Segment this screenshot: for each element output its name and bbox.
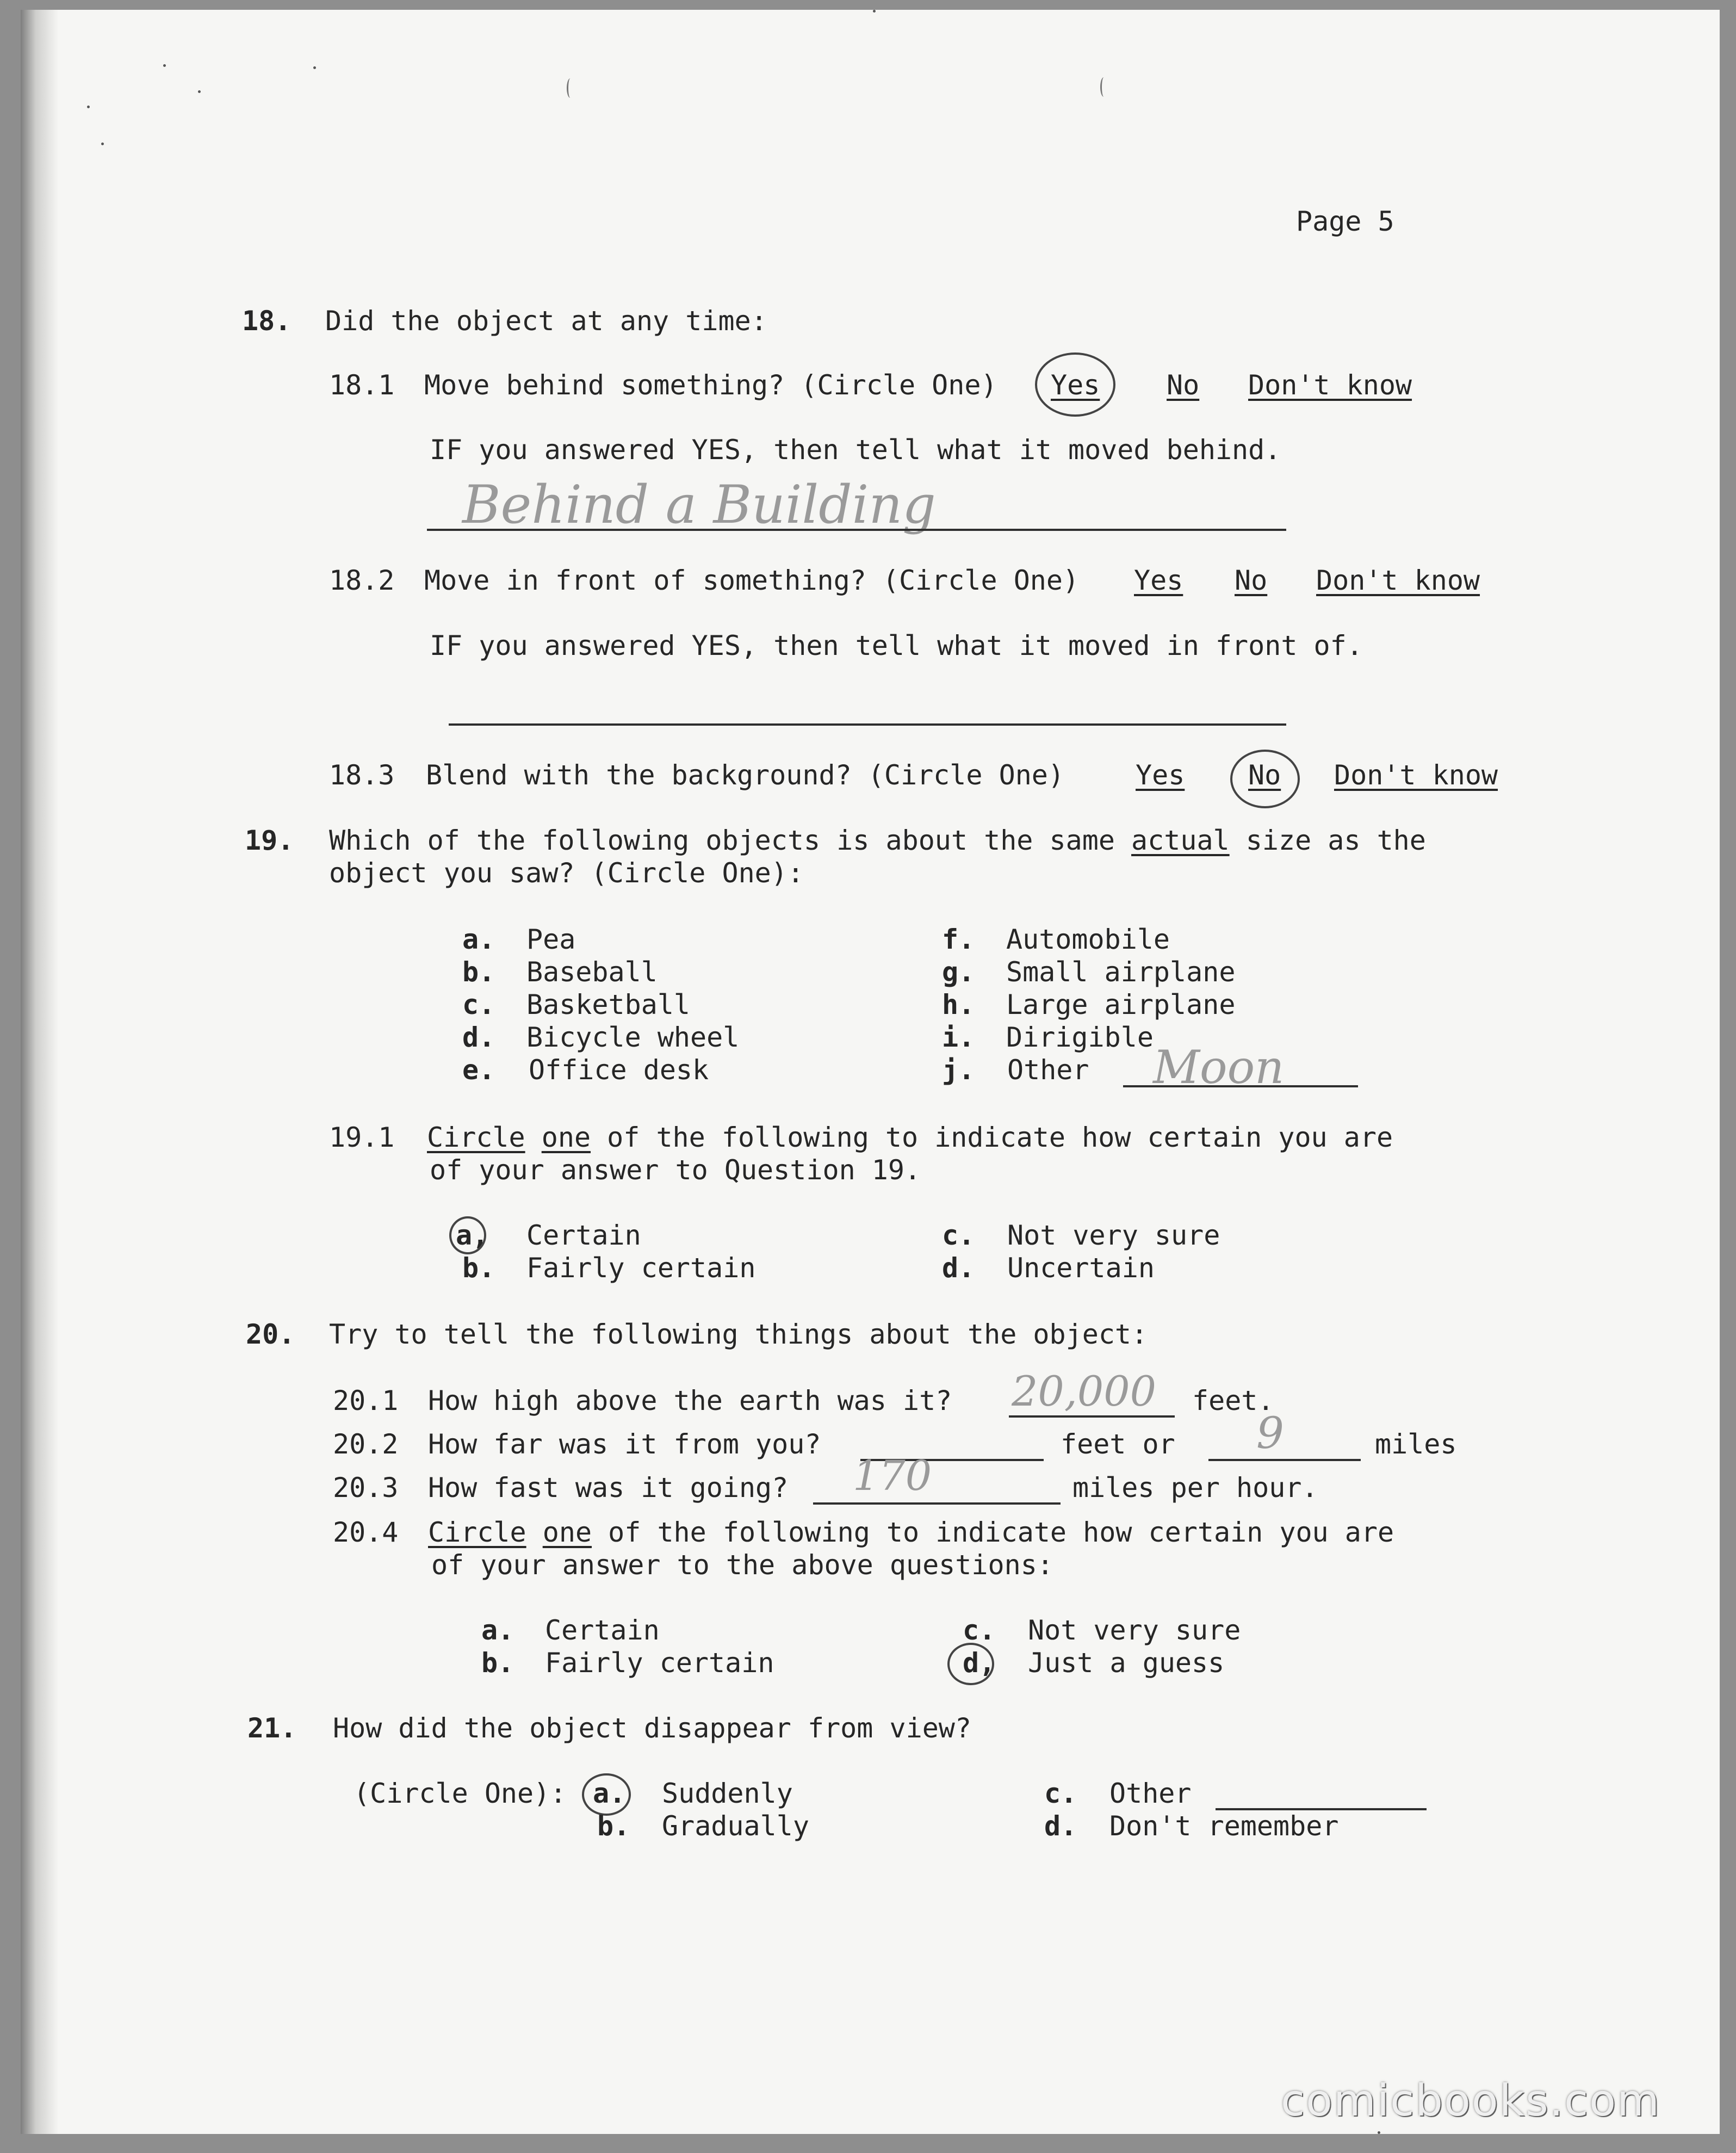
q20-4-option-b-letter: b.	[481, 1647, 514, 1679]
q18-2-no-option[interactable]: No	[1235, 565, 1268, 596]
punch-mark	[1100, 77, 1107, 97]
q20-4-option-d-letter: d,	[963, 1647, 996, 1679]
q20-2-number: 20.2	[333, 1428, 399, 1460]
q18-1-followup: IF you answered YES, then tell what it moved behind.	[430, 434, 1281, 466]
q18-1-handwritten-answer: Behind a Building	[462, 474, 936, 535]
q19-option-e-letter: e.	[462, 1054, 495, 1086]
q18-3-dont-know-option[interactable]: Don't know	[1334, 759, 1498, 791]
q21-option-a-label[interactable]: Suddenly	[662, 1778, 793, 1809]
q20-3-number: 20.3	[333, 1472, 399, 1504]
q20-1-number: 20.1	[333, 1385, 399, 1416]
q21-option-c-label[interactable]: Other	[1109, 1778, 1192, 1809]
q20-4-option-c-label[interactable]: Not very sure	[1028, 1614, 1241, 1646]
q18-1-text: Move behind something? (Circle One)	[424, 369, 997, 401]
q20-1-answer-line	[1009, 1415, 1175, 1418]
q18-1-no-option[interactable]: No	[1167, 369, 1200, 401]
q19-option-b-label[interactable]: Baseball	[526, 956, 658, 988]
q20-2-unit-feet: feet or	[1061, 1428, 1175, 1460]
q21-option-b-letter: b.	[597, 1810, 630, 1842]
q20-4-option-a-letter: a.	[481, 1614, 514, 1646]
q20-4-number: 20.4	[333, 1517, 399, 1548]
q20-3-text: How fast was it going?	[428, 1472, 789, 1504]
q21-option-d-letter: d.	[1044, 1810, 1077, 1842]
speck	[313, 66, 316, 69]
punch-mark	[567, 78, 574, 98]
speck	[163, 64, 166, 67]
q19-1-option-d-letter: d.	[942, 1252, 975, 1284]
q19-option-e-label[interactable]: Office desk	[529, 1054, 709, 1086]
q18-2-text: Move in front of something? (Circle One)	[424, 565, 1080, 596]
watermark-logo: comicbooks.com	[1281, 2075, 1661, 2126]
q20-1-unit: feet.	[1192, 1385, 1274, 1416]
page-number: Page 5	[1296, 206, 1394, 237]
q19-option-a-letter: a.	[462, 924, 495, 955]
speck	[1378, 2131, 1380, 2134]
q21-lead: (Circle One):	[354, 1778, 567, 1809]
q20-2-text: How far was it from you?	[428, 1428, 821, 1460]
q20-4-option-c-letter: c.	[963, 1614, 996, 1646]
q21-number: 21.	[247, 1712, 297, 1744]
q19-option-f-letter: f.	[942, 924, 975, 955]
speck	[873, 10, 876, 13]
q18-text: Did the object at any time:	[325, 305, 767, 337]
q20-3-unit: miles per hour.	[1072, 1472, 1318, 1504]
q18-2-answer-line	[449, 723, 1286, 726]
q21-option-a-letter: a.	[593, 1778, 626, 1809]
q20-1-handwritten-answer: 20,000	[1012, 1367, 1156, 1415]
answer-circle-mark	[449, 1216, 489, 1254]
q19-text-line2: object you saw? (Circle One):	[329, 857, 804, 889]
q19-1-option-c-letter: c.	[942, 1220, 975, 1251]
q18-3-yes-option[interactable]: Yes	[1136, 759, 1185, 791]
q21-option-b-label[interactable]: Gradually	[662, 1810, 809, 1842]
q20-4-option-b-label[interactable]: Fairly certain	[545, 1647, 774, 1679]
q19-1-option-a-label[interactable]: Certain	[526, 1220, 641, 1251]
q18-2-yes-option[interactable]: Yes	[1134, 565, 1183, 596]
speck	[101, 143, 104, 145]
q19-text-line1: Which of the following objects is about the same actual size as the	[329, 825, 1426, 856]
q20-3-handwritten-answer: 170	[853, 1451, 932, 1500]
q19-number: 19.	[245, 825, 294, 856]
q19-option-g-label[interactable]: Small airplane	[1006, 956, 1236, 988]
q19-option-j-letter: j.	[942, 1054, 975, 1086]
q19-option-h-letter: h.	[942, 989, 975, 1020]
q19-option-d-letter: d.	[462, 1022, 495, 1053]
q19-option-j-label[interactable]: Other	[1007, 1054, 1089, 1086]
q19-option-i-label[interactable]: Dirigible	[1006, 1022, 1154, 1053]
q20-4-text-line1: Circle one of the following to indicate how certain you are	[428, 1517, 1394, 1548]
q19-option-i-letter: i.	[942, 1022, 975, 1053]
answer-circle-mark	[1230, 750, 1300, 808]
q20-text: Try to tell the following things about the object:	[329, 1319, 1148, 1350]
speck	[87, 106, 90, 108]
q18-2-followup: IF you answered YES, then tell what it moved in front of.	[430, 630, 1363, 661]
q19-option-g-letter: g.	[942, 956, 975, 988]
q20-4-text-line2: of your answer to the above questions:	[431, 1549, 1053, 1581]
q18-1-dont-know-option[interactable]: Don't know	[1248, 369, 1412, 401]
q19-option-a-label[interactable]: Pea	[526, 924, 576, 955]
page-fold-shadow	[21, 10, 59, 2134]
q21-text: How did the object disappear from view?	[333, 1712, 971, 1744]
q19-option-h-label[interactable]: Large airplane	[1006, 989, 1236, 1020]
q19-1-number: 19.1	[329, 1122, 395, 1153]
q21-option-c-letter: c.	[1044, 1778, 1077, 1809]
answer-circle-mark	[582, 1773, 631, 1816]
q20-4-option-d-label[interactable]: Just a guess	[1028, 1647, 1225, 1679]
q19-option-d-label[interactable]: Bicycle wheel	[526, 1022, 740, 1053]
q20-3-answer-line	[813, 1502, 1061, 1505]
q19-1-option-b-letter: b.	[462, 1252, 495, 1284]
q20-4-option-a-label[interactable]: Certain	[545, 1614, 660, 1646]
q18-number: 18.	[242, 305, 292, 337]
q20-number: 20.	[246, 1319, 295, 1350]
q20-2-miles-answer-line	[1208, 1459, 1361, 1461]
q19-option-c-label[interactable]: Basketball	[526, 989, 691, 1020]
answer-circle-mark	[1035, 352, 1115, 417]
speck	[198, 90, 201, 93]
answer-circle-mark	[947, 1643, 994, 1685]
q20-2-unit-miles: miles	[1375, 1428, 1457, 1460]
q20-2-handwritten-answer: 9	[1256, 1408, 1284, 1458]
q18-1-yes-option[interactable]: Yes	[1051, 369, 1100, 401]
q18-1-answer-line	[427, 529, 1286, 531]
q19-1-option-b-label[interactable]: Fairly certain	[526, 1252, 756, 1284]
q19-option-b-letter: b.	[462, 956, 495, 988]
q20-1-text: How high above the earth was it?	[428, 1385, 952, 1416]
q18-2-dont-know-option[interactable]: Don't know	[1316, 565, 1480, 596]
q19-1-option-c-label[interactable]: Not very sure	[1007, 1220, 1220, 1251]
q19-option-f-label[interactable]: Automobile	[1006, 924, 1170, 955]
q19-other-handwritten-answer: Moon	[1153, 1041, 1285, 1094]
q21-option-d-label[interactable]: Don't remember	[1109, 1810, 1339, 1842]
q19-1-text-line2: of your answer to Question 19.	[430, 1154, 921, 1186]
q18-1-number: 18.1	[329, 369, 395, 401]
q18-3-number: 18.3	[329, 759, 395, 791]
q18-2-number: 18.2	[329, 565, 395, 596]
q18-3-text: Blend with the background? (Circle One)	[426, 759, 1064, 791]
q19-option-c-letter: c.	[462, 989, 495, 1020]
q19-1-text-line1: Circle one of the following to indicate how certain you are	[427, 1122, 1393, 1153]
q18-3-no-option[interactable]: No	[1248, 759, 1281, 791]
q19-1-option-d-label[interactable]: Uncertain	[1007, 1252, 1155, 1284]
q19-1-option-a-letter: a,	[456, 1220, 489, 1251]
